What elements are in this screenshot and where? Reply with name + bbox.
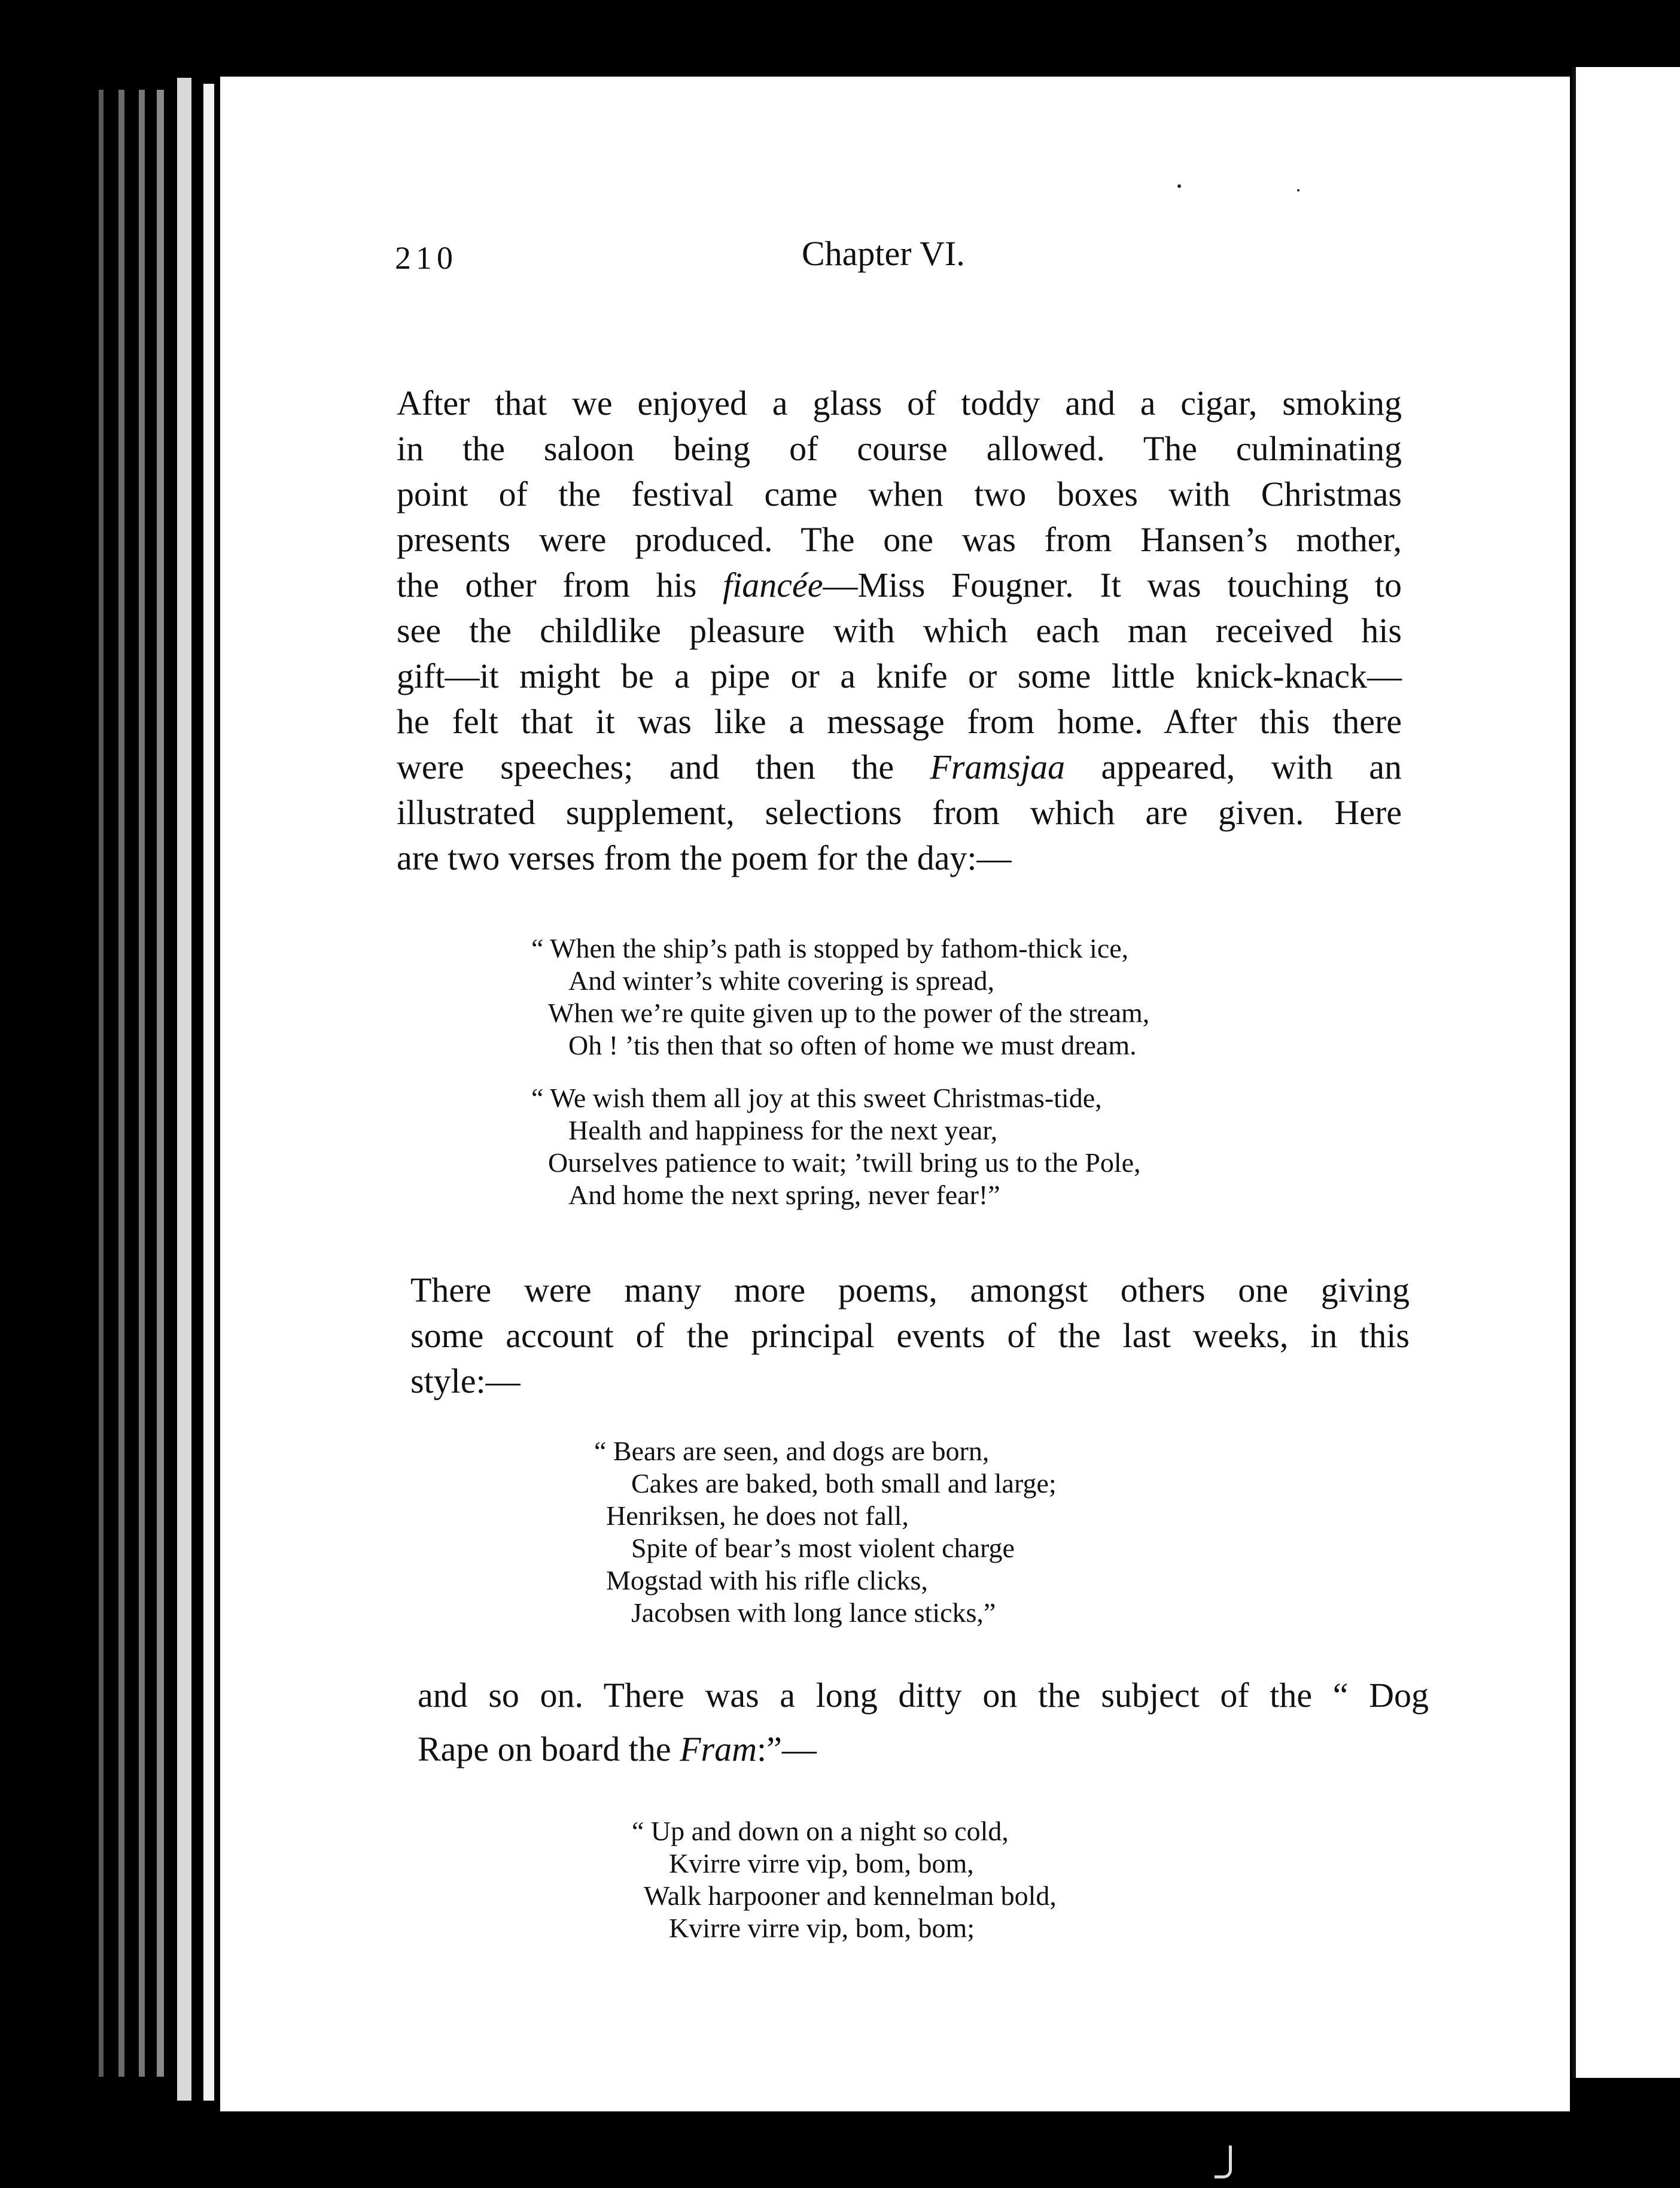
page-number: 210 [395, 240, 458, 276]
italic-word-fiancee: fiancée [723, 566, 823, 604]
text-fragment: :”— [756, 1730, 817, 1768]
text-line: in the saloon being of course allowed. The culminating [397, 429, 1402, 468]
text-line: see the childlike pleasure with which each man received his [397, 611, 1402, 650]
chapter-title: Chapter VI. [802, 234, 965, 273]
paragraph-more-poems [410, 1268, 1410, 1404]
text-fragment: —Miss Fougner. It was touching to [823, 566, 1402, 604]
text-fragment: the other from his [397, 566, 723, 604]
scan-corner-mark [1215, 2146, 1232, 2178]
page-edge-strip [157, 90, 164, 2077]
verse-stanza-3 [594, 1435, 1057, 1629]
text-line [418, 1722, 1429, 1776]
text-line: gift—it might be a pipe or a knife or some little knick-knack— [397, 657, 1402, 695]
facing-page-edge [1572, 67, 1680, 2078]
verse-line: Spite of bear’s most violent charge [631, 1533, 1015, 1563]
text-line: presents were produced. The one was from Hansen’s mother, [397, 520, 1402, 559]
verse-line: When we’re quite given up to the power of the stream, [548, 998, 1150, 1028]
scan-speck [1297, 189, 1299, 192]
italic-word-framsjaa: Framsjaa [930, 747, 1066, 786]
text-line: There were many more poems, amongst others one giving [410, 1271, 1410, 1309]
text-fragment: appeared, with an [1065, 747, 1402, 786]
text-fragment: were speeches; and then the [397, 747, 930, 786]
text-line: some account of the principal events of the last weeks, in this [410, 1316, 1410, 1355]
verse-line: Oh ! ’tis then that so often of home we must dream. [568, 1030, 1137, 1060]
book-page [220, 77, 1570, 2111]
verse-line: Kvirre virre vip, bom, bom, [669, 1848, 974, 1879]
text-fragment: Rape on board the [418, 1730, 680, 1768]
verse-line: And winter’s white covering is spread, [568, 965, 994, 996]
verse-line: Ourselves patience to wait; ’twill bring us to the Pole, [548, 1147, 1141, 1178]
paragraph-christmas-presents [397, 381, 1402, 881]
verse-line: And home the next spring, never fear!” [568, 1180, 1000, 1210]
page-edge-strip [177, 78, 191, 2101]
verse-line: Cakes are baked, both small and large; [631, 1468, 1057, 1499]
text-line: and so on. There was a long ditty on the subject of the “ Dog [418, 1676, 1429, 1715]
text-line [397, 744, 1402, 790]
text-line: illustrated supplement, selections from which are given. Here [397, 793, 1402, 832]
page-edge-strip [203, 84, 214, 2101]
verse-stanza-1 [531, 932, 1149, 1062]
text-line: After that we enjoyed a glass of toddy and a cigar, smoking [397, 384, 1402, 423]
verse-line: Henriksen, he does not fall, [606, 1500, 909, 1531]
page-edge-strip [99, 90, 104, 2077]
verse-stanza-2 [531, 1082, 1141, 1211]
page-edge-strip [118, 90, 124, 2077]
text-line: style:— [410, 1362, 521, 1400]
verse-line: “ We wish them all joy at this sweet Christmas-tide, [531, 1083, 1102, 1113]
verse-line: “ Bears are seen, and dogs are born, [594, 1436, 990, 1466]
scan-speck [1177, 184, 1181, 188]
verse-line: Mogstad with his rifle clicks, [606, 1565, 928, 1596]
page-edge-strip [139, 90, 145, 2077]
text-line: point of the festival came when two boxes with Christmas [397, 475, 1402, 513]
verse-line: “ When the ship’s path is stopped by fathom-thick ice, [531, 933, 1129, 964]
text-line [397, 563, 1402, 608]
verse-line: Kvirre virre vip, bom, bom; [669, 1913, 975, 1943]
verse-stanza-4 [632, 1815, 1057, 1944]
text-line: he felt that it was like a message from home. After this there [397, 702, 1402, 741]
text-line: are two verses from the poem for the day:— [397, 838, 1012, 877]
verse-line: “ Up and down on a night so cold, [632, 1816, 1009, 1846]
verse-line: Health and happiness for the next year, [568, 1115, 998, 1145]
italic-word-fram: Fram [680, 1730, 757, 1768]
paragraph-dog-rape-ditty [418, 1669, 1429, 1776]
verse-line: Walk harpooner and kennelman bold, [644, 1880, 1057, 1911]
verse-line: Jacobsen with long lance sticks,” [631, 1597, 996, 1628]
running-head [220, 233, 1570, 287]
